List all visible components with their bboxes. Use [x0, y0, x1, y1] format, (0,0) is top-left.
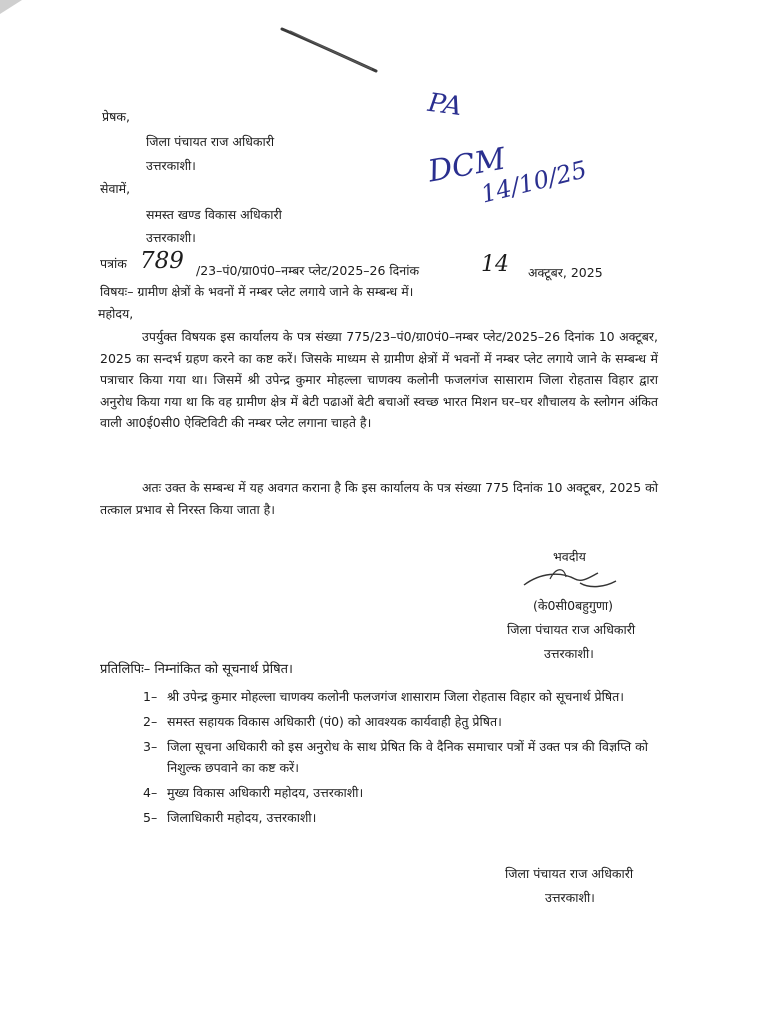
list-item: [143, 807, 663, 828]
ref-text: /23–पं0/ग्रा0पं0–नम्बर प्लेट/2025–26 दिनांक: [196, 263, 420, 278]
list-item-number: 3–: [143, 739, 158, 754]
sender-label: प्रेषक,: [102, 109, 130, 124]
list-item: [143, 711, 663, 732]
handwritten-note-date: 14/10/25: [478, 155, 590, 209]
recipient-location: उत्तरकाशी।: [146, 230, 196, 245]
signatory-location: उत्तरकाशी।: [544, 646, 594, 661]
salutation: महोदय,: [98, 306, 134, 321]
copy-to-heading: प्रतिलिपिः– निम्नांकित को सूचनार्थ प्रेषित।: [100, 662, 293, 677]
ref-label: पत्रांक: [100, 256, 127, 271]
signature-mark: [520, 565, 620, 595]
footer-designation: जिला पंचायत राज अधिकारी: [505, 866, 634, 881]
list-item-text: जिला सूचना अधिकारी को इस अनुरोध के साथ प्रेषित कि वे दैनिक समाचार पत्रों में उक्त पत्र की विज्ञप्ति को निशुल्क छपवाने का कष्ट करें।: [167, 739, 648, 775]
sender-designation: जिला पंचायत राज अधिकारी: [146, 134, 275, 149]
pen-stroke-mark: [280, 25, 380, 75]
list-item-number: 1–: [143, 689, 158, 704]
handwritten-note-dcm: DCM: [425, 141, 509, 190]
signatory-name: (के0सी0बहुगुणा): [533, 598, 614, 613]
list-item-number: 5–: [143, 810, 158, 825]
recipient-designation: समस्त खण्ड विकास अधिकारी: [146, 207, 282, 222]
list-item-number: 2–: [143, 714, 158, 729]
ref-month-year: अक्टूबर, 2025: [528, 265, 603, 280]
subject-line: विषयः– ग्रामीण क्षेत्रों के भवनों में नम्बर प्लेट लगाये जाने के सम्बन्ध में।: [100, 284, 414, 299]
body-paragraph-2: अतः उक्त के सम्बन्ध में यह अवगत कराना है कि इस कार्यालय के पत्र संख्या 775 दिनांक 10 अक्टूबर, 2025 को तत्काल प्रभाव से निरस्त किया जाता है।: [100, 480, 658, 517]
copy-to-list: [143, 686, 663, 832]
ref-handwritten-date: 14: [481, 252, 509, 277]
scan-corner-mark: [0, 0, 40, 40]
list-item: [143, 736, 663, 778]
recipient-label: सेवामें,: [100, 181, 131, 196]
list-item: [143, 782, 663, 803]
list-item-number: 4–: [143, 785, 158, 800]
handwritten-note-pa: PA: [426, 87, 464, 123]
list-item: [143, 686, 663, 707]
list-item-text: मुख्य विकास अधिकारी महोदय, उत्तरकाशी।: [167, 785, 364, 800]
ref-handwritten-number: 789: [140, 248, 184, 274]
list-item-text: समस्त सहायक विकास अधिकारी (पं0) को आवश्यक कार्यवाही हेतु प्रेषित।: [167, 714, 502, 729]
sender-location: उत्तरकाशी।: [146, 158, 196, 173]
body-paragraph-1: उपर्युक्त विषयक इस कार्यालय के पत्र संख्या 775/23–पं0/ग्रा0पं0–नम्बर प्लेट/2025–26 दिनांक 10 अक्टूबर, 2025 का सन्दर्भ ग्रहण करने का कष्ट करें। जिसके माध्यम से ग्रामीण क्षेत्रों में भवनों में नम्बर प्लेट लगाये जाने के सम्बन्ध में पत्राचार किया गया था। जिसमें श्री उपेन्द्र कुमार मोहल्ला चाणक्य कलोनी फजलगंज सासाराम जिला रोहतास विहार द्वारा अनुरोध किया गया था कि वह ग्रामीण क्षेत्र में बेटी पढाओं बेटी बचाओं स्वच्छ भारत मिशन घर–घर शौचालय के स्लोगन अंकित वाली आ0ई0सी0 ऐक्टिविटी की नम्बर प्लेट लगाना चाहते है।: [100, 329, 658, 431]
signatory-designation: जिला पंचायत राज अधिकारी: [507, 622, 636, 637]
closing-text: भवदीय: [553, 549, 586, 564]
footer-location: उत्तरकाशी।: [545, 890, 595, 905]
list-item-text: जिलाधिकारी महोदय, उत्तरकाशी।: [167, 810, 317, 825]
list-item-text: श्री उपेन्द्र कुमार मोहल्ला चाणक्य कलोनी फलजगंज शासाराम जिला रोहतास विहार को सूचनार्थ प्रेषित।: [167, 689, 624, 704]
